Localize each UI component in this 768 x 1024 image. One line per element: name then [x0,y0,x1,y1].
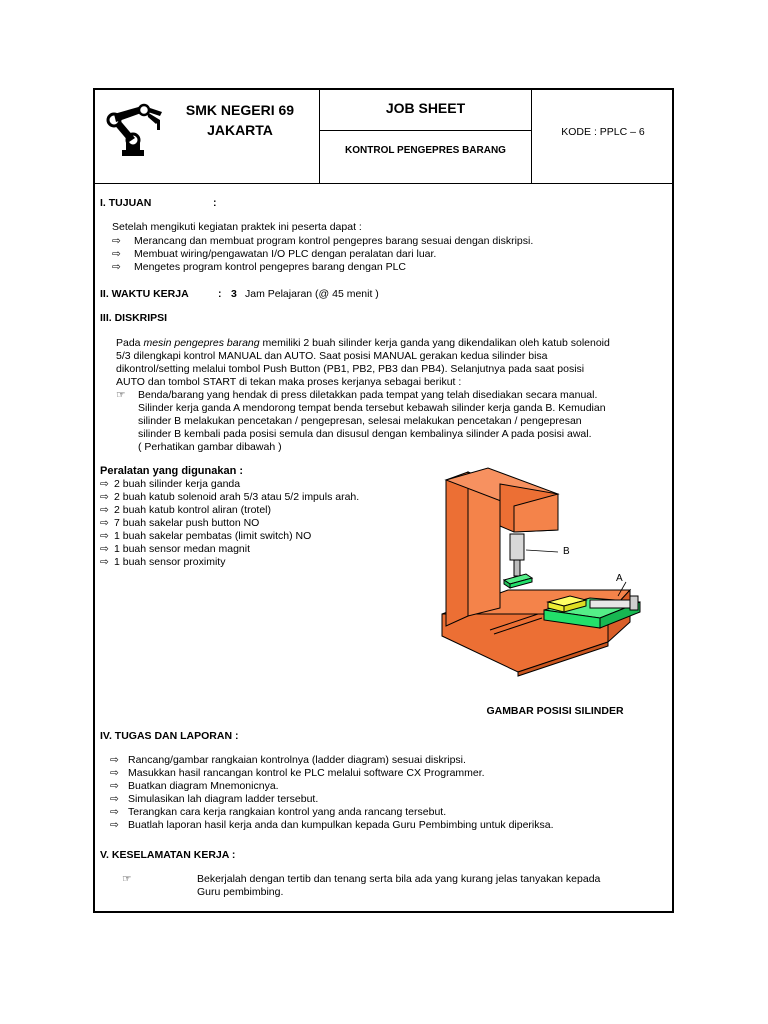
tujuan-colon: : [213,197,217,209]
waktu-heading: II. WAKTU KERJA [100,288,189,300]
diskripsi-paragraph: Pada mesin pengepres barang memiliki 2 buah silinder kerja ganda yang dikendalikan oleh katub solenoid 5/3 dilengkapi kontrol MANUAL dan AUTO. Saat posisi MANUAL gerakan kedua silinder bisa dikontrol/setting melalui tombol Push Button (PB1, PB2, PB3 dan PB4). Selanjutnya pada saat posisi AUTO dan tombol START di tekan maka proses kerjanya sebagai berikut : [116,337,610,388]
list-item: ⇨ Mengetes program kontrol pengepres barang dengan PLC [112,261,407,273]
diskripsi-heading: III. DISKRIPSI [100,312,168,324]
list-item: ⇨ Terangkan cara kerja rangkaian kontrol yang anda rancang tersebut. [110,806,447,818]
arrow-right-icon: ⇨ [112,235,121,247]
arrow-right-icon: ⇨ [110,754,119,766]
list-item: ⇨ Rancang/gambar rangkaian kontrolnya (ladder diagram) sesuai diskripsi. [110,754,466,766]
peralatan-list [100,478,359,569]
list-item: ⇨ 7 buah sakelar push button NO [100,517,260,529]
school-city: JAKARTA [207,122,273,138]
arrow-right-icon: ⇨ [112,261,121,273]
press-machine-illustration [430,466,674,684]
school-name: SMK NEGERI 69 [185,102,295,118]
arrow-right-icon: ⇨ [110,767,119,779]
figure-caption: GAMBAR POSISI SILINDER [486,705,624,717]
arrow-right-icon: ⇨ [100,491,109,503]
arrow-right-icon: ⇨ [100,478,109,490]
diskripsi-bullet: ☞ Benda/barang yang hendak di press diletakkan pada tempat yang telah disediakan secara manual. Silinder kerja ganda A mendorong tempat benda tersebut kebawah silinder kerja ganda B. Kemudian silinder B melakukan pencetakan / pengepresan, selesai melakukan pencetakan / pengepresan silinder B kembali pada posisi semula dan disusul dengan kembalinya silinder A pada posisi awal. ( Perhatikan gambar dibawah ) [116,389,606,453]
pointing-hand-icon: ☞ [122,873,132,885]
robot-arm-logo [102,100,168,162]
pointing-hand-icon: ☞ [116,389,126,401]
list-item: ⇨ 1 buah sensor proximity [100,556,226,568]
sheet-subtitle: KONTROL PENGEPRES BARANG [345,145,506,156]
arrow-right-icon: ⇨ [100,556,109,568]
arrow-right-icon: ⇨ [110,780,119,792]
arrow-right-icon: ⇨ [100,504,109,516]
figure-label-a: A [616,573,623,584]
sheet-title: JOB SHEET [385,100,466,116]
tugas-heading: IV. TUGAS DAN LAPORAN : [100,730,239,742]
arrow-right-icon: ⇨ [100,530,109,542]
arrow-right-icon: ⇨ [100,543,109,555]
sheet-code: KODE : PPLC – 6 [561,126,645,138]
list-item: ⇨ Buatkan diagram Mnemonicnya. [110,780,279,792]
header-bottom-border [95,183,673,184]
list-item: ⇨ 2 buah katub kontrol aliran (trotel) [100,504,272,516]
keselamatan-text: Bekerjalah dengan tertib dan tenang serta bila ada yang kurang jelas tanyakan kepada Guru pembimbing. [197,873,601,898]
list-item: ⇨ 1 buah sensor medan magnit [100,543,251,555]
peralatan-heading: Peralatan yang digunakan : [100,465,244,477]
tujuan-intro: Setelah mengikuti kegiatan praktek ini peserta dapat : [112,221,362,233]
waktu-colon: : [218,288,222,300]
arrow-right-icon: ⇨ [100,517,109,529]
arrow-right-icon: ⇨ [112,248,121,260]
arrow-right-icon: ⇨ [110,819,119,831]
arrow-right-icon: ⇨ [110,793,119,805]
tugas-list [110,754,554,832]
waktu-text: Jam Pelajaran (@ 45 menit ) [245,288,379,300]
list-item: ⇨ Masukkan hasil rancangan kontrol ke PLC melalui software CX Programmer. [110,767,485,779]
tujuan-list [112,235,533,274]
list-item: ⇨ Merancang dan membuat program kontrol pengepres barang sesuai dengan diskripsi. [112,235,534,247]
list-item: ⇨ Buatlah laporan hasil kerja anda dan kumpulkan kepada Guru Pembimbing untuk diperiksa. [110,819,554,831]
figure-label-b: B [563,546,570,557]
list-item: ⇨ 1 buah sakelar pembatas (limit switch) NO [100,530,312,542]
header-title-divider [319,130,531,131]
list-item: ⇨ Membuat wiring/pengawatan I/O PLC dengan peralatan dari luar. [112,248,437,260]
waktu-hours: 3 [231,288,237,300]
list-item: ⇨ 2 buah katub solenoid arah 5/3 atau 5/2 impuls arah. [100,491,360,503]
tujuan-heading: I. TUJUAN [100,197,152,209]
arrow-right-icon: ⇨ [110,806,119,818]
list-item: ⇨ Simulasikan lah diagram ladder tersebut. [110,793,319,805]
keselamatan-heading: V. KESELAMATAN KERJA : [100,849,236,861]
list-item: ⇨ 2 buah silinder kerja ganda [100,478,241,490]
